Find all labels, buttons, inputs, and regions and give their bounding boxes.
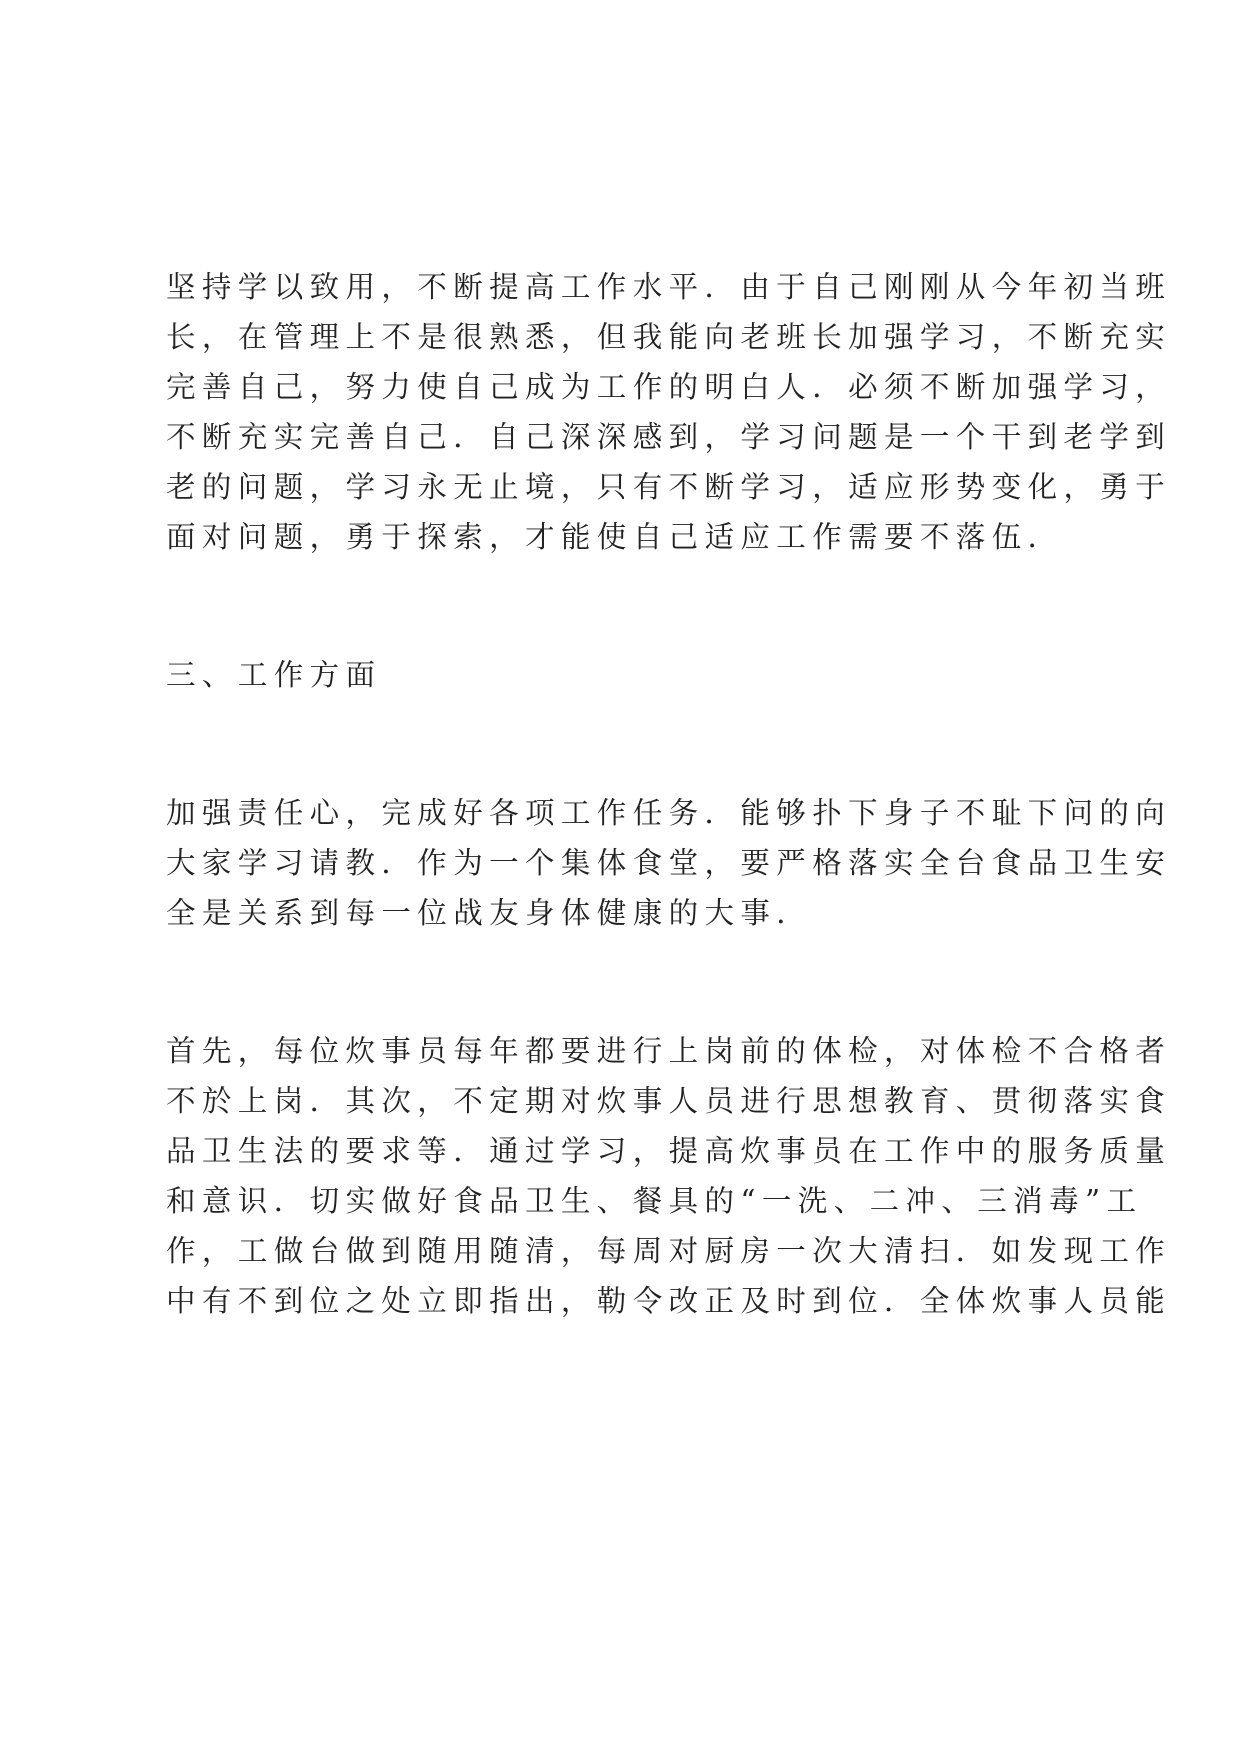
paragraph-line: 坚持学以致用，不断提高工作水平．由于自己刚刚从今年初当班 [166,270,1172,304]
paragraph-spacer [166,700,1091,788]
paragraph-line: 作，工做台做到随用随清，每周对厨房一次大清扫．如发现工作 [166,1234,1172,1268]
document-body [166,262,1172,1326]
paragraph-line: 面对问题，勇于探索，才能使自己适应工作需要不落伍． [166,520,1064,554]
paragraph-line: 全是关系到每一位战友身体健康的大事． [166,896,813,930]
paragraph-line: 首先，每位炊事员每年都要进行上岗前的体检，对体检不合格者 [166,1034,1172,1068]
paragraph-line: 不断充实完善自己．自己深深感到，学习问题是一个干到老学到 [166,420,1172,454]
paragraph-study [166,262,1172,562]
paragraph-line: 大家学习请教．作为一个集体食堂，要严格落实全台食品卫生安 [166,846,1172,880]
paragraph-responsibility [166,788,1172,938]
section-heading [166,650,1091,700]
paragraph-line: 长，在管理上不是很熟悉，但我能向老班长加强学习，不断充实 [166,320,1172,354]
paragraph-spacer [166,562,1091,650]
paragraph-line: 不於上岗．其次，不定期对炊事人员进行思想教育、贯彻落实食 [166,1084,1172,1118]
section-heading-text: 三、工作方面 [166,658,382,692]
paragraph-line: 品卫生法的要求等．通过学习，提高炊事员在工作中的服务质量 [166,1134,1172,1168]
paragraph-line: 中有不到位之处立即指出，勒令改正及时到位．全体炊事人员能 [166,1284,1172,1318]
paragraph-line: 和意识．切实做好食品卫生、餐具的“一洗、二冲、三消毒”工 [166,1184,1143,1218]
paragraph-spacer [166,938,1091,1026]
paragraph-hygiene [166,1026,1172,1326]
paragraph-line: 加强责任心，完成好各项工作任务．能够扑下身子不耻下问的向 [166,796,1172,830]
paragraph-line: 完善自己，努力使自己成为工作的明白人．必须不断加强学习， [166,370,1172,404]
paragraph-line: 老的问题，学习永无止境，只有不断学习，适应形势变化，勇于 [166,470,1172,504]
